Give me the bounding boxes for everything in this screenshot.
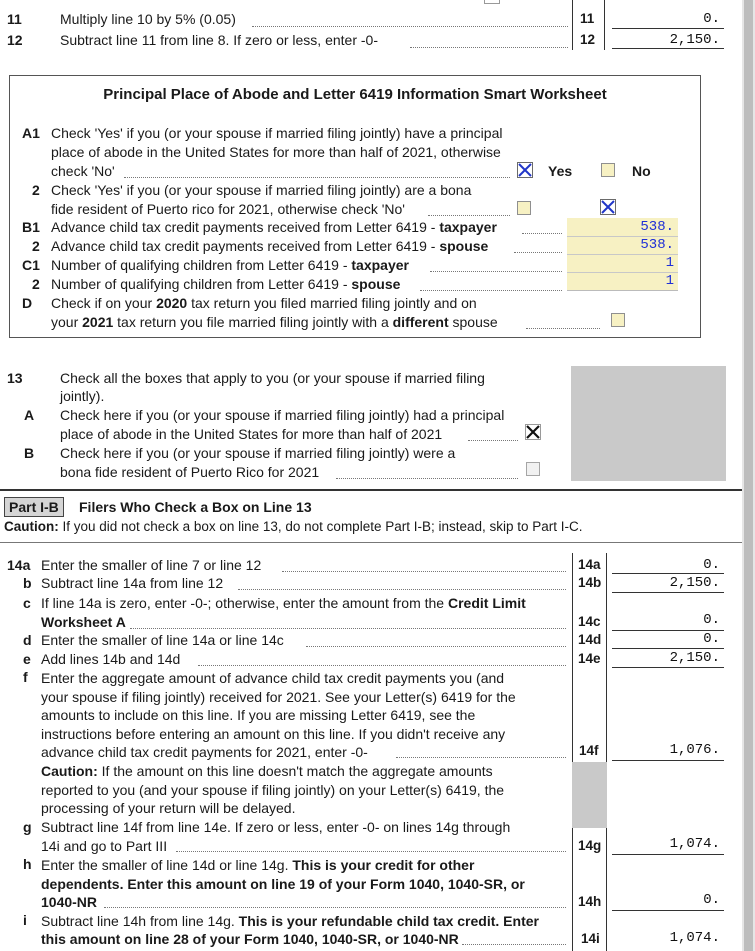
line-14g-amount: 1,074. (669, 836, 720, 852)
line-13-number: 13 (7, 370, 23, 386)
line-14f-line2: your spouse if filing jointly) received for 2021. See your Letter(s) 6419 for the (41, 689, 516, 705)
line-14c-line1 (41, 595, 526, 611)
line-14b-label: b (23, 575, 32, 591)
line-14f-caution1 (41, 762, 493, 781)
line-14c-label: c (23, 595, 31, 611)
line-14a-code: 14a (578, 557, 601, 572)
line-14i-code: 14i (581, 931, 600, 946)
d-label: D (22, 295, 33, 311)
b2-text (51, 238, 488, 254)
line-14g-line2: 14i and go to Part III (41, 838, 168, 854)
puerto-rico-checkbox[interactable] (526, 462, 540, 476)
line-14h-line3: 1040-NR (41, 894, 98, 910)
line-14c-l1b: Credit Limit (447, 595, 526, 611)
c1-label: C1 (22, 257, 40, 273)
pr-yes-checkbox[interactable] (517, 201, 531, 215)
line-14f-line3: amounts to include on this line. If you are missing Letter 6419, see the (41, 707, 476, 723)
caution-text: If you did not check a box on line 13, do not complete Part I-B; instead, skip to Part I-C. (58, 519, 583, 534)
d-l2a: your (51, 314, 83, 330)
line-14i-l1a: Subtract line 14h from line 14g. (41, 913, 239, 929)
line-14b-amount: 2,150. (669, 575, 720, 591)
d-line1 (51, 295, 477, 311)
line-text: Multiply line 10 by 5% (0.05) (60, 11, 236, 27)
no-checkbox[interactable] (601, 163, 615, 177)
d-line2 (51, 314, 498, 330)
line-14f-caution3: processing of your return will be delayed. (41, 800, 296, 816)
line-14f-line4: instructions before entering an amount on this line. If you didn't receive any (41, 726, 506, 742)
a1-line3: check 'No' (51, 163, 115, 179)
c1-text-main: Number of qualifying children from Letter 6419 - (51, 257, 352, 273)
yes-checkbox-checked[interactable] (517, 162, 533, 178)
line-14e-code: 14e (578, 651, 601, 666)
line-14f-amount: 1,076. (669, 742, 720, 758)
line-14f-line1: Enter the aggregate amount of advance child tax credit payments you (and (41, 670, 505, 686)
line-text: Subtract line 11 from line 8. If zero or less, enter -0- (60, 32, 378, 48)
line-13b-label: B (24, 445, 35, 461)
line-14h-label: h (23, 856, 32, 872)
line-14d-text: Enter the smaller of line 14a or line 14c (41, 632, 284, 648)
line-14e-text: Add lines 14b and 14d (41, 651, 181, 667)
c2-value-field[interactable]: 1 (665, 273, 674, 289)
c1-text (51, 257, 409, 273)
line-number: 11 (7, 11, 22, 27)
line-14d-label: d (23, 632, 32, 648)
line-14f-code: 14f (579, 743, 599, 758)
line-13a-label: A (24, 407, 35, 423)
caution-bold: Caution: (4, 519, 59, 534)
c2-text (51, 276, 400, 292)
b1-text (51, 219, 497, 235)
line-13-shaded-area (571, 366, 726, 481)
c1-text-bold: taxpayer (351, 257, 409, 273)
scrollbar-thumb[interactable] (744, 0, 753, 951)
line-14g-code: 14g (578, 838, 602, 853)
line-14g-label: g (23, 819, 32, 835)
b1-text-bold: taxpayer (439, 219, 497, 235)
line-13a-line2: place of abode in the United States for more than half of 2021 (60, 426, 443, 442)
line-14b-code: 14b (578, 575, 602, 590)
line-14a-label: 14a (7, 557, 31, 573)
line-14i-line1 (41, 912, 539, 931)
b2-value-field[interactable]: 538. (640, 237, 674, 253)
a1-label: A1 (22, 125, 40, 141)
line-12-amount: 2,150. (669, 32, 720, 48)
yes-label: Yes (548, 163, 573, 179)
line-14h-line1 (41, 856, 474, 875)
d-l1c: tax return you filed married filing jointly and on (187, 295, 477, 311)
part-label: Part I-B (4, 497, 64, 517)
a1-line1: Check 'Yes' if you (or your spouse if married filing jointly) have a principal (51, 125, 503, 141)
a2-label: 2 (32, 182, 40, 198)
a1-line2: place of abode in the United States for more than half of 2021, otherwise (51, 144, 501, 160)
abode-checkbox-checked[interactable] (525, 424, 541, 440)
different-spouse-checkbox[interactable] (611, 313, 625, 327)
worksheet-title: Principal Place of Abode and Letter 6419 Information Smart Worksheet (103, 86, 607, 103)
line-14c-code: 14c (578, 614, 601, 629)
line-number: 12 (7, 32, 23, 48)
line-14i-line2: this amount on line 28 of your Form 1040, 1040-SR, or 1040-NR (41, 931, 459, 947)
line-14b-text: Subtract line 14a from line 12 (41, 575, 224, 591)
line-14h-line2: dependents. Enter this amount on line 19 of your Form 1040, 1040-SR, or (41, 876, 525, 892)
part-caution (4, 519, 583, 534)
no-label: No (632, 163, 651, 179)
line-14i-amount: 1,074. (669, 930, 720, 946)
line-14d-code: 14d (578, 632, 602, 647)
a2-line2: fide resident of Puerto rico for 2021, otherwise check 'No' (51, 201, 405, 217)
line-14f-caution-bold: Caution: (41, 763, 98, 779)
line-code: 12 (580, 32, 596, 47)
d-l2e: spouse (448, 314, 498, 330)
c2-text-bold: spouse (351, 276, 401, 292)
line-14h-code: 14h (578, 894, 602, 909)
line-14c-amount: 0. (703, 612, 720, 628)
line-14e-amount: 2,150. (669, 650, 720, 666)
line-13b-line2: bona fide resident of Puerto Rico for 2021 (60, 464, 320, 480)
d-l2b: 2021 (82, 314, 114, 330)
line-14e-label: e (23, 651, 31, 667)
line-14i-l1b: This is your refundable child tax credit. Enter (238, 913, 539, 929)
line-13a-line1: Check here if you (or your spouse if married filing jointly) had a principal (60, 407, 505, 423)
line-14h-l1a: Enter the smaller of line 14d or line 14g. (41, 857, 293, 873)
line-14f-caution-text: If the amount on this line doesn't match the aggregate amounts (97, 763, 493, 779)
d-l1a: Check if on your (51, 295, 157, 311)
line-14f-line5: advance child tax credit payments for 2021, enter -0- (41, 744, 368, 760)
pr-no-checkbox-checked[interactable] (600, 199, 616, 215)
line-14h-l1b: This is your credit for other (292, 857, 475, 873)
b2-label: 2 (32, 238, 40, 254)
line-14f-caution2: reported to you (and your spouse if filing jointly) on your Letter(s) 6419, the (41, 782, 505, 798)
line-14a-text: Enter the smaller of line 7 or line 12 (41, 557, 262, 573)
a2-line1: Check 'Yes' if you (or your spouse if married filing jointly) are a bona (51, 182, 472, 198)
b1-label: B1 (22, 219, 40, 235)
line-14d-amount: 0. (703, 631, 720, 647)
d-l1b: 2020 (156, 295, 188, 311)
d-l2d: different (392, 314, 449, 330)
line-14a-amount: 0. (703, 557, 720, 573)
part-title: Filers Who Check a Box on Line 13 (79, 499, 312, 515)
c2-label: 2 (32, 276, 40, 292)
b2-text-bold: spouse (439, 238, 489, 254)
line-13b-line1: Check here if you (or your spouse if married filing jointly) were a (60, 445, 456, 461)
b1-value-field[interactable]: 538. (640, 219, 674, 235)
b2-text-main: Advance child tax credit payments received from Letter 6419 - (51, 238, 440, 254)
line-11-amount: 0. (703, 11, 720, 27)
line-14i-label: i (23, 912, 27, 928)
b1-text-main: Advance child tax credit payments received from Letter 6419 - (51, 219, 440, 235)
line-14f-label: f (23, 669, 28, 685)
line-13-text1: Check all the boxes that apply to you (or your spouse if married filing (60, 370, 485, 386)
line-14g-line1: Subtract line 14f from line 14e. If zero or less, enter -0- on lines 14g through (41, 819, 511, 835)
line-14c-l1a: If line 14a is zero, enter -0-; otherwise, enter the amount from the (41, 595, 448, 611)
c2-text-main: Number of qualifying children from Letter 6419 - (51, 276, 352, 292)
line-13-text2: jointly). (60, 388, 105, 404)
line-14h-amount: 0. (703, 892, 720, 908)
d-l2c: tax return you file married filing jointly with a (113, 314, 393, 330)
c1-value-field[interactable]: 1 (665, 255, 674, 271)
line-14c-line2: Worksheet A (41, 614, 126, 630)
line-code: 11 (580, 11, 595, 26)
